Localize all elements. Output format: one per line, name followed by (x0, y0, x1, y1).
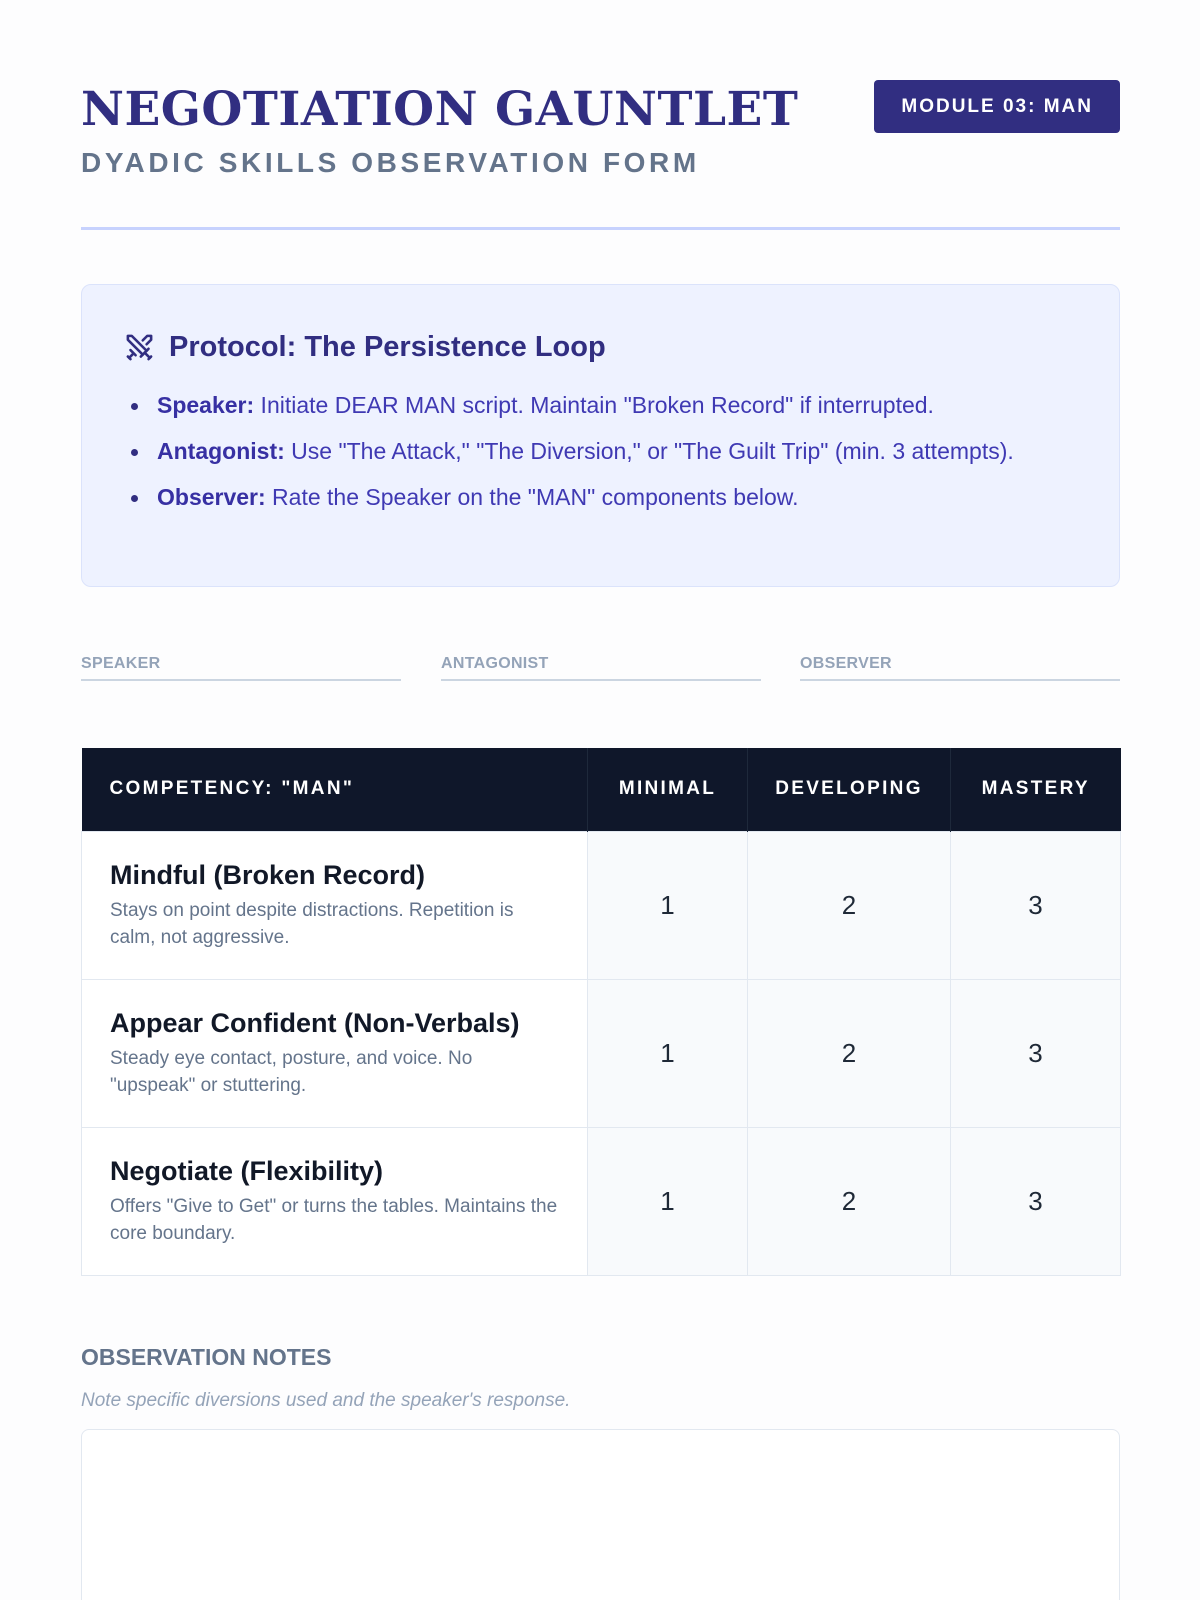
page-title: NEGOTIATION GAUNTLET (81, 82, 799, 137)
speaker-field[interactable] (81, 655, 401, 681)
rule-observer (157, 480, 1057, 514)
rule-text: Rate the Speaker on the "MAN" components below. (265, 484, 799, 510)
competency-name: Appear Confident (Non-Verbals) (110, 1007, 520, 1038)
competency-cell (82, 1127, 588, 1275)
competency-description: Offers "Give to Get" or turns the tables. Maintains the core boundary. (110, 1195, 558, 1244)
rubric-header-row (82, 748, 1121, 831)
table-row (82, 1127, 1121, 1275)
table-row (82, 831, 1121, 979)
notes-heading: OBSERVATION NOTES (81, 1344, 332, 1370)
rule-role: Observer: (157, 484, 266, 510)
protocol-rules (157, 388, 1057, 526)
crossed-swords-icon (124, 332, 155, 363)
table-row (82, 979, 1121, 1127)
competency-description: Stays on point despite distractions. Repetition is calm, not aggressive. (110, 899, 514, 948)
rule-antagonist (157, 434, 1057, 468)
rule-role: Speaker: (157, 392, 255, 418)
competency-cell (82, 979, 588, 1127)
developing-header: DEVELOPING (748, 748, 951, 831)
competency-header: COMPETENCY: "MAN" (82, 748, 588, 831)
competency-cell (82, 831, 588, 979)
score-developing[interactable]: 2 (748, 831, 951, 979)
score-minimal[interactable]: 1 (588, 1127, 748, 1275)
mastery-header: MASTERY (951, 748, 1121, 831)
score-mastery[interactable]: 3 (951, 979, 1121, 1127)
score-minimal[interactable]: 1 (588, 979, 748, 1127)
speaker-label: SPEAKER (81, 655, 161, 672)
page-subtitle: DYADIC SKILLS OBSERVATION FORM (81, 147, 700, 178)
score-mastery[interactable]: 3 (951, 1127, 1121, 1275)
form-header (81, 0, 1120, 230)
score-mastery[interactable]: 3 (951, 831, 1121, 979)
module-badge: MODULE 03: MAN (874, 80, 1120, 133)
rule-speaker (157, 388, 1057, 422)
role-fields (81, 655, 1120, 681)
antagonist-field[interactable] (441, 655, 761, 681)
score-minimal[interactable]: 1 (588, 831, 748, 979)
observer-field[interactable] (800, 655, 1120, 681)
antagonist-label: ANTAGONIST (441, 655, 549, 672)
protocol-heading (124, 331, 606, 364)
score-developing[interactable]: 2 (748, 979, 951, 1127)
protocol-title: Protocol: The Persistence Loop (169, 331, 606, 363)
competency-name: Mindful (Broken Record) (110, 859, 425, 890)
protocol-box (81, 284, 1120, 587)
rule-role: Antagonist: (157, 438, 285, 464)
notes-textarea[interactable] (81, 1429, 1120, 1600)
score-developing[interactable]: 2 (748, 1127, 951, 1275)
minimal-header: MINIMAL (588, 748, 748, 831)
observation-form (81, 0, 1120, 1411)
observer-label: OBSERVER (800, 655, 892, 672)
rule-text: Use "The Attack," "The Diversion," or "The Guilt Trip" (min. 3 attempts). (284, 438, 1014, 464)
competency-description: Steady eye contact, posture, and voice. No "upspeak" or stuttering. (110, 1047, 473, 1096)
competency-name: Negotiate (Flexibility) (110, 1155, 384, 1186)
rubric-table (81, 748, 1121, 1276)
notes-hint: Note specific diversions used and the speaker's response. (81, 1390, 571, 1411)
rule-text: Initiate DEAR MAN script. Maintain "Broken Record" if interrupted. (254, 392, 934, 418)
